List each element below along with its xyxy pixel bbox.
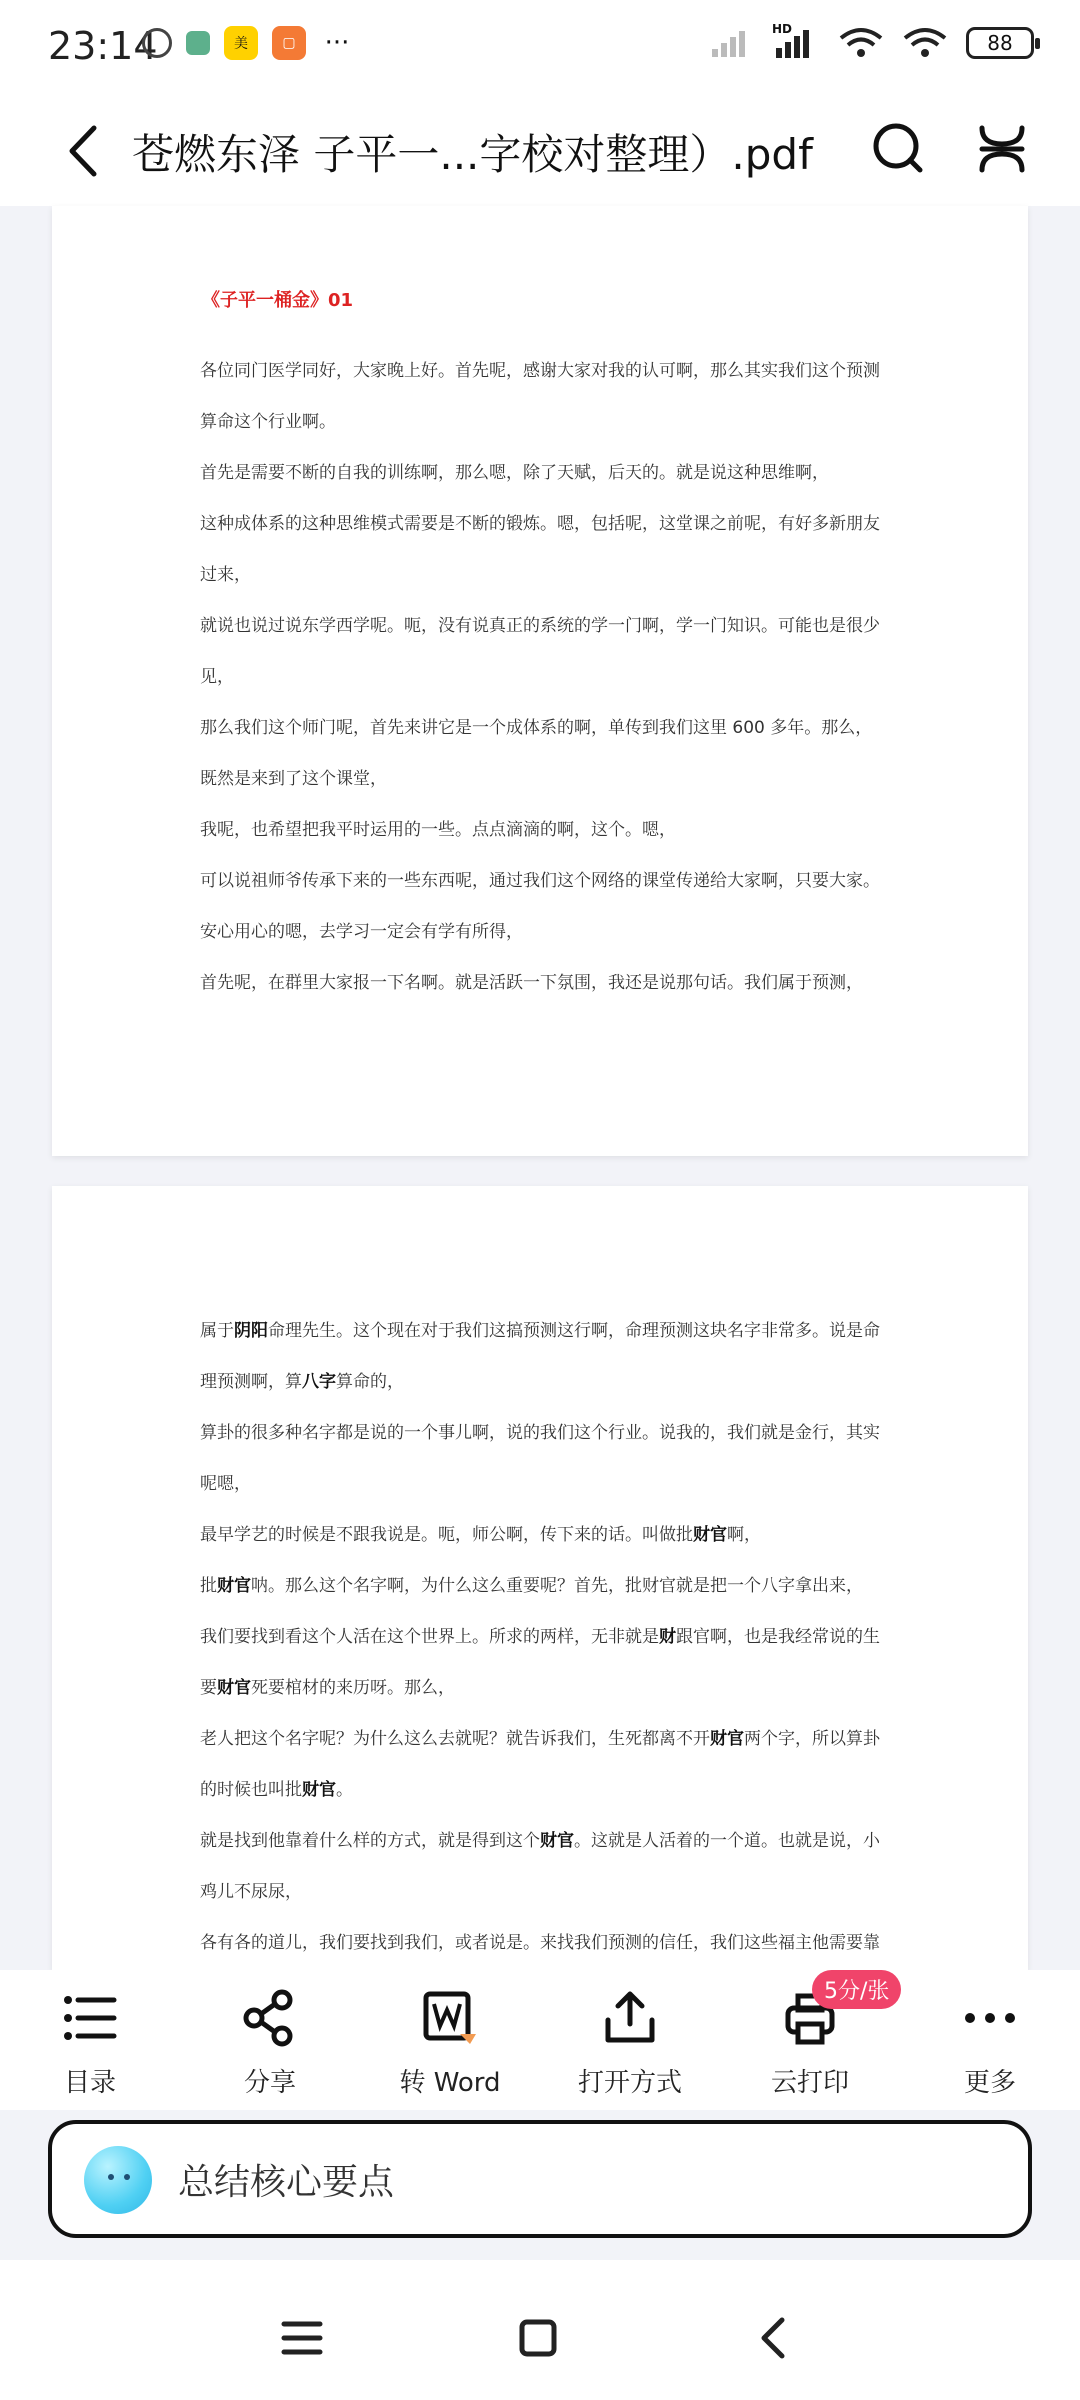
search-icon[interactable]	[868, 114, 928, 184]
more-status-icon: ···	[324, 28, 350, 58]
toolbar-share-button[interactable]	[190, 1988, 350, 2099]
text-line: 安心用心的嗯，去学习一定会有学有所得，	[200, 922, 523, 942]
text-line: 我们要找到看这个人活在这个世界上。所求的两样，无非就是财跟官啊，也是我经常说的生	[200, 1627, 880, 1647]
shop-icon: ▢	[272, 26, 306, 60]
toolbar-label: 分享	[243, 2068, 296, 2098]
text-line: 属于阴阳命理先生。这个现在对于我们这搞预测这行啊，命理预测这块名字非常多。说是命	[200, 1321, 880, 1341]
text-line: 最早学艺的时候是不跟我说是。呃，师公啊，传下来的话。叫做批财官啊，	[200, 1525, 761, 1545]
toolbar-contents-button[interactable]	[10, 1988, 170, 2099]
exit-reader-icon[interactable]	[972, 114, 1032, 184]
page-heading: 《子平一桶金》01	[202, 290, 354, 311]
text-line: 就说也说过说东学西学呢。呃，没有说真正的系统的学一门啊，学一门知识。可能也是很少	[200, 616, 880, 636]
text-line: 那么我们这个师门呢，首先来讲它是一个成体系的啊，单传到我们这里 600 多年。那么，	[200, 718, 873, 738]
status-app-icons	[142, 26, 354, 60]
text-line: 算卦的很多种名字都是说的一个事儿啊，说的我们这个行业。说我的，我们就是金行，其实	[200, 1423, 880, 1443]
text-line: 鸡儿不尿尿，	[200, 1882, 302, 1902]
text-line: 既然是来到了这个课堂，	[200, 769, 387, 789]
ai-summary-button[interactable]	[48, 2120, 1032, 2238]
text-line: 算命这个行业啊。	[200, 412, 336, 432]
text-line: 各位同门医学同好，大家晚上好。首先呢，感谢大家对我的认可啊，那么其实我们这个预测	[200, 361, 880, 381]
home-icon[interactable]	[508, 2308, 568, 2368]
meituan-logo-icon: 美	[224, 26, 258, 60]
back-icon[interactable]	[58, 118, 114, 184]
toolbar-more-button[interactable]	[910, 1988, 1070, 2099]
text-line: 首先是需要不断的自我的训练啊，那么嗯，除了天赋，后天的。就是说这种思维啊，	[200, 463, 829, 483]
status-right	[710, 22, 1034, 60]
toolbar-to-word-button[interactable]	[370, 1988, 530, 2099]
text-line: 见，	[200, 667, 234, 687]
cellular-weak-icon	[710, 27, 754, 59]
text-line: 首先呢，在群里大家报一下名啊。就是活跃一下氛围，我还是说那句话。我们属于预测，	[200, 973, 863, 993]
toolbar-label: 云打印	[770, 2068, 849, 2098]
text-line: 我呢，也希望把我平时运用的一些。点点滴滴的啊，这个。嗯，	[200, 820, 676, 840]
text-line: 这种成体系的这种思维模式需要是不断的锻炼。嗯，包括呢，这堂课之前呢，有好多新朋友	[200, 514, 880, 534]
text-line: 可以说祖师爷传承下来的一些东西呢，通过我们这个网络的课堂传递给大家啊，只要大家。	[200, 871, 880, 891]
document-toolbar	[0, 1970, 1080, 2110]
pdf-page-2	[52, 1186, 1028, 1970]
wifi-icon	[838, 26, 884, 60]
text-line: 过来，	[200, 565, 251, 585]
word-convert-icon	[420, 1988, 480, 2048]
document-header	[0, 96, 1080, 206]
alarm-icon	[142, 28, 172, 58]
ai-summary-label: 总结核心要点	[178, 2162, 395, 2203]
menu-icon[interactable]	[272, 2308, 332, 2368]
toolbar-open-with-button[interactable]	[550, 1988, 710, 2099]
ai-assistant-icon	[84, 2146, 152, 2214]
status-time: 23:14	[48, 24, 158, 68]
back-nav-icon[interactable]	[744, 2308, 804, 2368]
text-line: 就是找到他靠着什么样的方式，就是得到这个财官。这就是人活着的一个道。也就是说，小	[200, 1831, 880, 1851]
toolbar-label: 打开方式	[577, 2068, 682, 2098]
text-line: 呢嗯，	[200, 1474, 251, 1494]
text-line: 老人把这个名字呢？为什么这么去就呢？就告诉我们，生死都离不开财官两个字，所以算卦	[200, 1729, 880, 1749]
meituan-icon	[186, 31, 210, 55]
open-with-icon	[600, 1988, 660, 2048]
more-icon	[960, 1988, 1020, 2048]
toolbar-label: 更多	[963, 2068, 1016, 2098]
print-price-badge: 5分/张	[812, 1970, 901, 2009]
cellular-hd-icon	[772, 22, 820, 60]
share-icon	[240, 1988, 300, 2048]
status-bar	[0, 0, 1080, 96]
wifi-2-icon	[902, 26, 948, 60]
system-nav-bar	[0, 2260, 1080, 2400]
text-line: 要财官死要棺材的来历呀。那么，	[200, 1678, 455, 1698]
pdf-page-1	[52, 206, 1028, 1156]
text-line: 各有各的道儿，我们要找到我们，或者说是。来找我们预测的信任，我们这些福主他需要靠	[200, 1933, 880, 1953]
text-line: 的时候也叫批财官。	[200, 1780, 353, 1800]
text-line: 批财官呐。那么这个名字啊，为什么这么重要呢？首先，批财官就是把一个八字拿出来，	[200, 1576, 863, 1596]
toolbar-label: 转 Word	[399, 2068, 501, 2098]
toolbar-label: 目录	[63, 2068, 116, 2098]
text-line: 理预测啊，算八字算命的，	[200, 1372, 404, 1392]
network-label: HD	[772, 22, 793, 36]
list-icon	[60, 1988, 120, 2048]
document-title: 苍燃东泽 子平一...字校对整理）.pdf	[132, 130, 813, 179]
battery-icon: 88	[966, 27, 1034, 59]
